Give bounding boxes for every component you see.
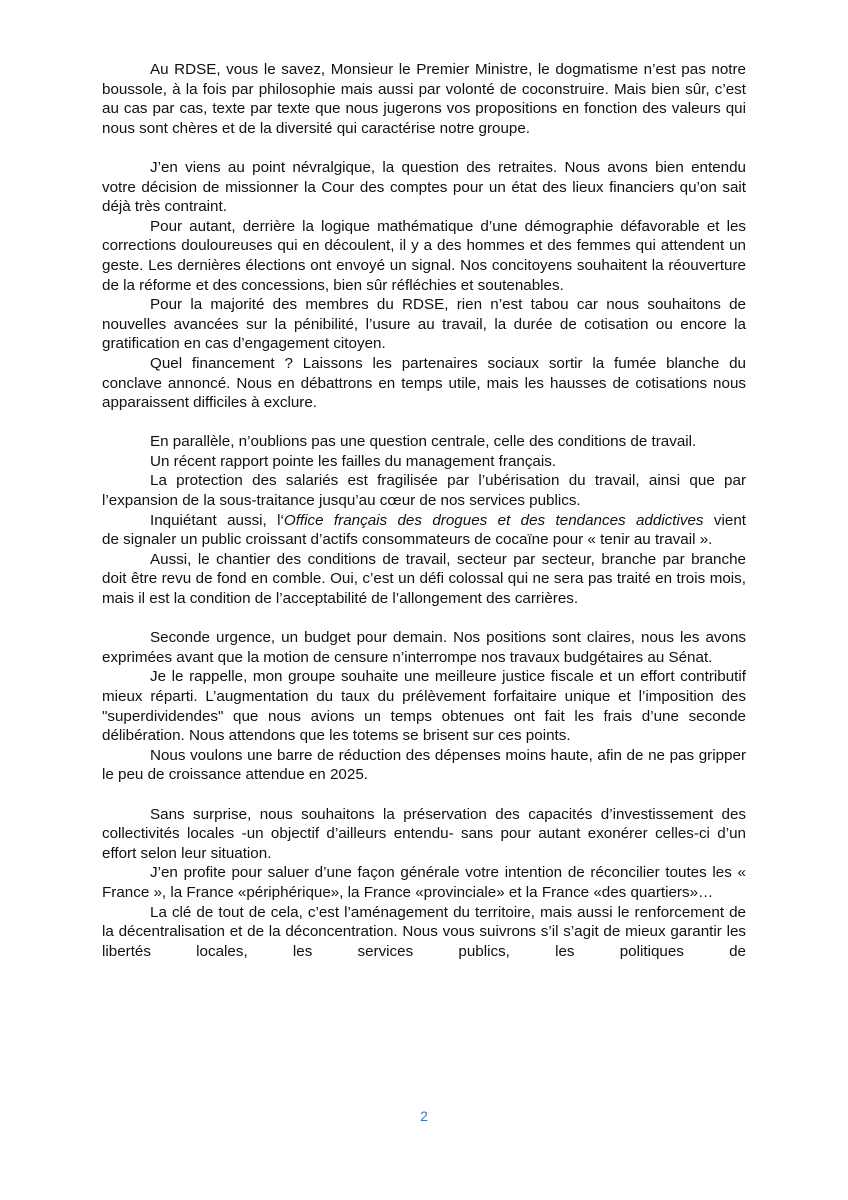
paragraph-amenagement: La clé de tout de cela, c’est l’aménagement du territoire, mais aussi le renforcement de la décentralisation et de la déconcentration. Nous vous suivrons s’il s’agit de mieux garantir les libertés locales, les services publics, les politiques de: [102, 903, 746, 960]
paragraph-uberisation: La protection des salariés est fragilisée par l’ubérisation du travail, ainsi que par l’expansion de la sous-traitance jusqu’au cœur de nos services publics.: [102, 472, 746, 510]
ofdt-name: Office français des drogues et des tendances addictives: [283, 511, 704, 529]
paragraph-conditions-travail: En parallèle, n’oublions pas une question centrale, celle des conditions de travail.: [150, 433, 697, 451]
paragraph-retraites-intro: J’en viens au point névralgique, la question des retraites. Nous avons bien entendu votre décision de missionner la Cour des comptes pour un état des lieux financiers qu’on sait déjà très contraint.: [102, 158, 746, 216]
paragraph-france: J’en profite pour saluer d’une façon générale votre intention de réconcilier toutes les « France », la France «périphérique», la France «provinciale» et la France «des quartiers»…: [102, 864, 746, 901]
paragraph-justice-fiscale: Je le rappelle, mon groupe souhaite une meilleure justice fiscale et un effort contributif mieux réparti. L’augmentation du taux du prélèvement forfaitaire unique et l’imposition des "superdividendes" que nous avions un temps obtenues ont fait les frais d’une seconde délibération. Nous attendons que les totems se brisent sur ces points.: [102, 668, 746, 745]
ofdt-before: Inquiétant aussi, l‘: [150, 511, 284, 529]
paragraph-management: Un récent rapport pointe les failles du management français.: [150, 452, 557, 470]
paragraph-ofdt-line: [102, 511, 746, 531]
paragraph-retraites-penibilite: Pour la majorité des membres du RDSE, rien n’est tabou car nous souhaitons de nouvelles avancées sur la pénibilité, l’usure au travail, la durée de cotisation ou encore la gratification en cas d’engagement citoyen.: [102, 296, 746, 353]
paragraph-retraites-financement: Quel financement ? Laissons les partenaires sociaux sortir la fumée blanche du conclave annoncé. Nous en débattrons en temps utile, mais les hausses de cotisations nous apparaissent difficiles à exclure.: [102, 354, 746, 412]
paragraph-retraites-geste: Pour autant, derrière la logique mathématique d’une démographie défavorable et les corrections douloureuses qui en découlent, il y a des hommes et des femmes qui attendent un geste. Les dernières élections ont envoyé un signal. Nos concitoyens souhaitent la réouverture de la réforme et des concessions, bien sûr réfléchies et soutenables.: [102, 217, 746, 294]
paragraph-chantier: Aussi, le chantier des conditions de travail, secteur par secteur, branche par branche doit être revu de fond en comble. Oui, c’est un défi colossal qui ne sera pas traité en trois mois, mais il est la condition de l’acceptabilité de l’allongement des carrières.: [102, 550, 746, 608]
paragraph-collectivites: Sans surprise, nous souhaitons la préservation des capacités d’investissement des collectivités locales -un objectif d’ailleurs entendu- sans pour autant exonérer celles-ci d’un effort selon leur situation.: [102, 805, 746, 862]
page-number: 2: [420, 1108, 428, 1124]
paragraph-rdse-dogmatisme: Au RDSE, vous le savez, Monsieur le Premier Ministre, le dogmatisme n’est pas notre boussole, à la fois par philosophie mais aussi par volonté de coconstruire. Mais bien sûr, c’est au cas par cas, texte par texte que nous jugerons vos propositions en fonction des valeurs qui nous sont chères et de la diversité qui caractérise notre groupe.: [102, 61, 746, 137]
paragraph-budget: Seconde urgence, un budget pour demain. Nos positions sont claires, nous les avons exprimées avant que la motion de censure n’interrompe nos travaux budgétaires au Sénat.: [102, 629, 746, 666]
paragraph-depenses: Nous voulons une barre de réduction des dépenses moins haute, afin de ne pas gripper le peu de croissance attendue en 2025.: [102, 746, 746, 784]
ofdt-after: vient: [703, 511, 746, 529]
document-page: [102, 60, 746, 961]
paragraph-ofdt-continuation: de signaler un public croissant d’actifs consommateurs de cocaïne pour « tenir au travail ».: [102, 531, 713, 549]
